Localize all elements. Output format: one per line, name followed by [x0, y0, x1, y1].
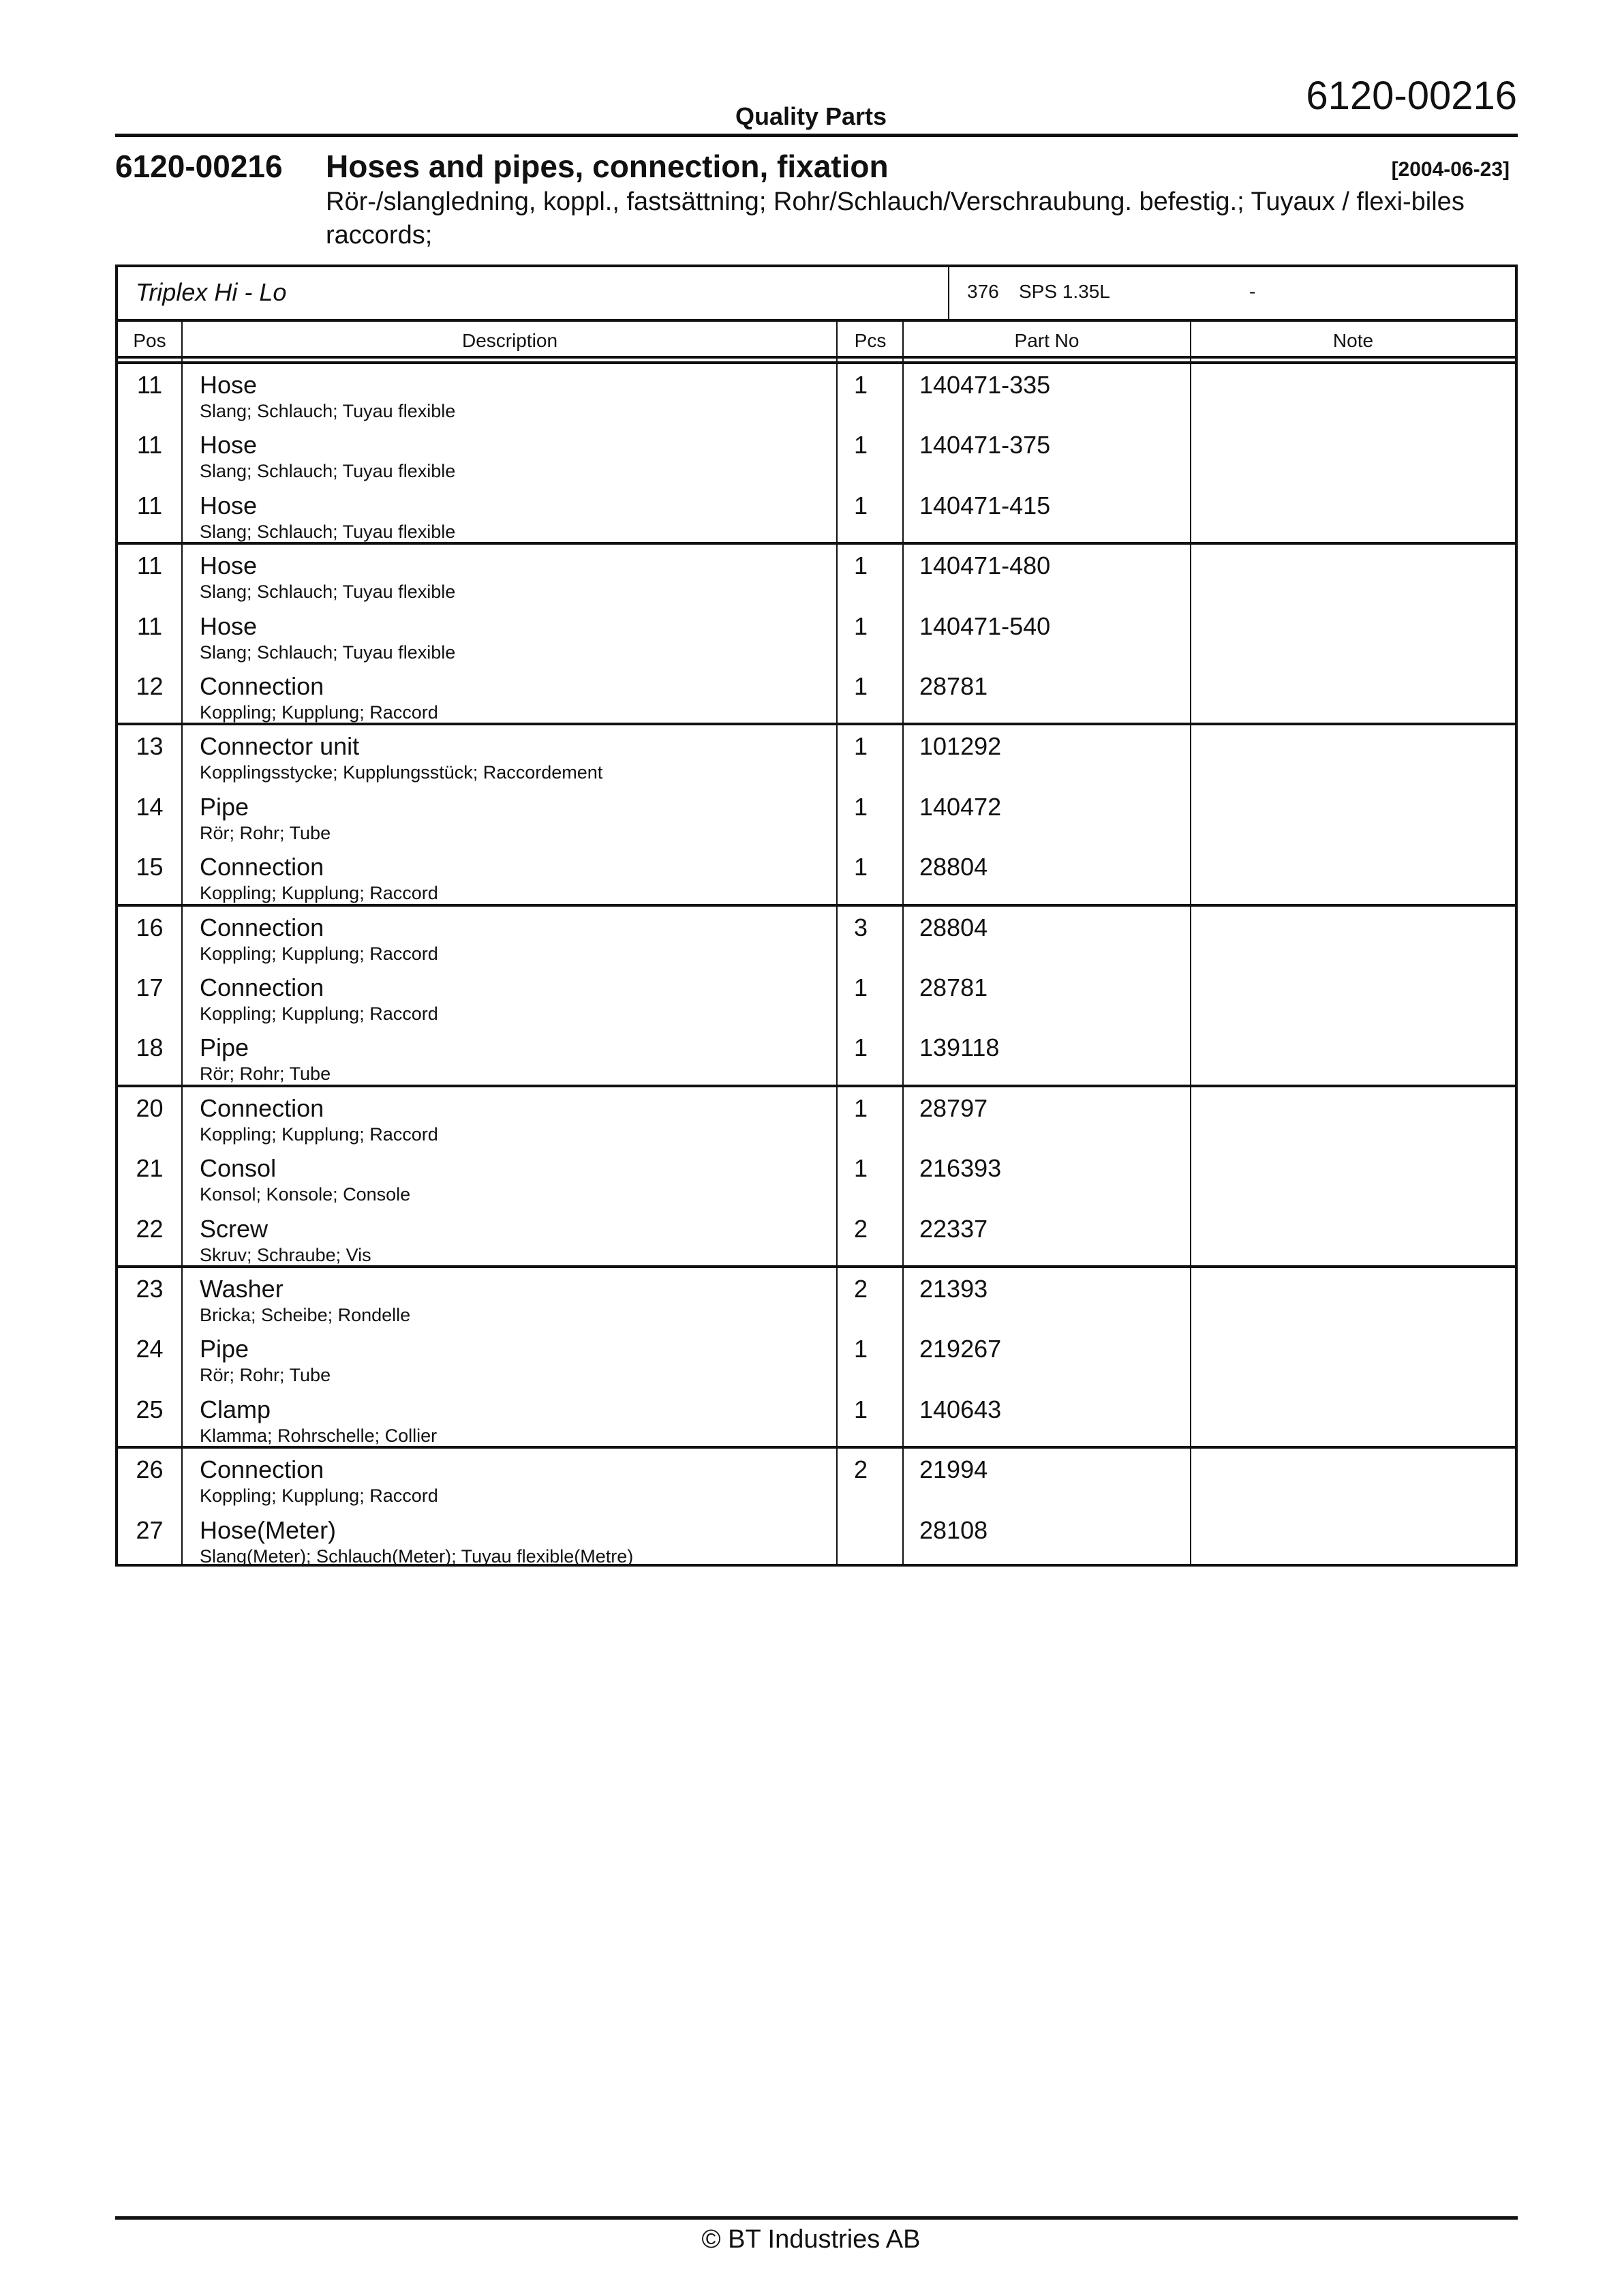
description-translations: Koppling; Kupplung; Raccord: [200, 1003, 438, 1024]
pcs-cell: 1: [854, 431, 868, 459]
description-translations: Koppling; Kupplung; Raccord: [200, 943, 438, 964]
description-cell: Washer: [200, 1275, 284, 1303]
pos-cell: 21: [136, 1154, 164, 1183]
part-number-cell: 140471-415: [919, 491, 1051, 519]
table-row: [118, 545, 1515, 605]
description-translations: Koppling; Kupplung; Raccord: [200, 883, 438, 904]
model-extra: -: [1249, 281, 1256, 302]
pos-cell: 12: [136, 672, 164, 700]
part-number-cell: 216393: [919, 1154, 1002, 1183]
description-cell: Screw: [200, 1214, 269, 1243]
pos-cell: 23: [136, 1275, 164, 1303]
pos-cell: 20: [136, 1093, 164, 1122]
column-header-note: Note: [1332, 330, 1374, 351]
pcs-cell: 1: [854, 1033, 868, 1062]
part-number-cell: 28804: [919, 853, 988, 881]
description-cell: Connection: [200, 672, 324, 700]
pos-cell: 15: [136, 853, 164, 881]
pcs-cell: 3: [854, 913, 868, 941]
table-row: [118, 786, 1515, 846]
description-cell: Consol: [200, 1154, 277, 1183]
table-row: [118, 1389, 1515, 1449]
description-translations: Slang; Schlauch; Tuyau flexible: [200, 461, 456, 482]
pos-cell: 11: [136, 552, 163, 580]
part-number-cell: 140472: [919, 792, 1002, 821]
table-row: [118, 1268, 1515, 1328]
table-row: [118, 725, 1515, 785]
table-row: [118, 907, 1515, 967]
pos-cell: 11: [136, 491, 163, 519]
table-row: [118, 967, 1515, 1027]
pcs-cell: 1: [854, 1335, 868, 1363]
description-cell: Connection: [200, 913, 324, 941]
pcs-cell: 1: [854, 491, 868, 519]
model-type: SPS 1.35L: [1019, 281, 1110, 302]
pos-cell: 11: [136, 371, 163, 399]
description-translations: Rör; Rohr; Tube: [200, 822, 331, 843]
document-subtitle: Rör-/slangledning, koppl., fastsättning; Rohr/Schlauch/Verschraubung. befestig.; Tuyaux / flexi-biles raccords;: [326, 187, 1465, 250]
description-translations: Slang; Schlauch; Tuyau flexible: [200, 581, 456, 603]
description-cell: Hose(Meter): [200, 1515, 337, 1544]
part-number-cell: 22337: [919, 1214, 988, 1243]
model-code: 376: [967, 281, 999, 302]
table-row: [118, 605, 1515, 665]
description-translations: Rör; Rohr; Tube: [200, 1365, 331, 1386]
description-cell: Pipe: [200, 792, 249, 821]
pcs-cell: 1: [854, 1395, 868, 1423]
table-row: [118, 1509, 1515, 1569]
part-number-cell: 101292: [919, 732, 1002, 761]
description-cell: Hose: [200, 491, 258, 519]
description-translations: Bricka; Scheibe; Rondelle: [200, 1305, 411, 1325]
description-translations: Skruv; Schraube; Vis: [200, 1244, 371, 1265]
pos-cell: 16: [136, 913, 164, 941]
part-number-cell: 140471-540: [919, 611, 1051, 640]
description-cell: Hose: [200, 552, 258, 580]
pcs-cell: 2: [854, 1275, 868, 1303]
pos-cell: 26: [136, 1455, 164, 1484]
description-cell: Connection: [200, 973, 324, 1001]
part-number-cell: 28797: [919, 1093, 988, 1122]
table-row: [118, 1027, 1515, 1087]
table-row: [118, 665, 1515, 725]
table-row: [118, 1087, 1515, 1147]
part-number-cell: 140471-375: [919, 431, 1051, 459]
part-number-cell: 28804: [919, 913, 988, 941]
document-date: [2004-06-23]: [1391, 158, 1510, 181]
pos-cell: 11: [136, 431, 163, 459]
description-cell: Clamp: [200, 1395, 271, 1423]
model-name: Triplex Hi - Lo: [136, 278, 287, 306]
description-cell: Connector unit: [200, 732, 360, 761]
table-header-row: [118, 322, 1515, 359]
description-cell: Connection: [200, 1455, 324, 1484]
description-translations: Koppling; Kupplung; Raccord: [200, 1485, 438, 1507]
header-rule: [115, 134, 1518, 137]
table-row: [118, 364, 1515, 424]
table-row: [118, 846, 1515, 906]
pcs-cell: 1: [854, 853, 868, 881]
model-divider: [948, 267, 949, 319]
description-translations: Klamma; Rohrschelle; Collier: [200, 1425, 438, 1446]
description-translations: Rör; Rohr; Tube: [200, 1063, 331, 1085]
column-header-pos: Pos: [133, 330, 166, 351]
table-row: [118, 1328, 1515, 1388]
pos-cell: 13: [136, 732, 164, 761]
column-header-part-no: Part No: [1014, 330, 1080, 351]
parts-table: [115, 265, 1518, 1567]
section-title: Quality Parts: [735, 102, 887, 130]
part-number-cell: 219267: [919, 1335, 1002, 1363]
document-title: Hoses and pipes, connection, fixation: [326, 149, 889, 184]
table-row: [118, 1147, 1515, 1207]
pcs-cell: 1: [854, 611, 868, 640]
pcs-cell: 2: [854, 1214, 868, 1243]
description-cell: Connection: [200, 853, 324, 881]
pos-cell: 14: [136, 792, 164, 821]
pos-cell: 22: [136, 1214, 164, 1243]
document-code: 6120-00216: [115, 149, 283, 184]
pos-cell: 27: [136, 1515, 164, 1544]
part-number-cell: 140471-335: [919, 371, 1051, 399]
pcs-cell: 1: [854, 672, 868, 700]
description-translations: Slang; Schlauch; Tuyau flexible: [200, 401, 456, 421]
model-row: [118, 267, 1515, 322]
table-row: [118, 1208, 1515, 1268]
pcs-cell: 1: [854, 973, 868, 1001]
pos-cell: 17: [136, 973, 164, 1001]
description-translations: Slang; Schlauch; Tuyau flexible: [200, 521, 456, 542]
description-cell: Hose: [200, 611, 258, 640]
part-number-cell: 28108: [919, 1515, 988, 1544]
footer-copyright: © BT Industries AB: [701, 2225, 921, 2254]
pcs-cell: 1: [854, 552, 868, 580]
description-translations: Konsol; Konsole; Console: [200, 1184, 411, 1205]
pos-cell: 11: [136, 611, 163, 640]
pos-cell: 25: [136, 1395, 164, 1423]
part-number-cell: 139118: [919, 1033, 1000, 1062]
pos-cell: 18: [136, 1033, 164, 1062]
description-cell: Pipe: [200, 1033, 249, 1062]
pcs-cell: 2: [854, 1455, 868, 1484]
part-number-cell: 28781: [919, 672, 988, 700]
part-number-cell: 21994: [919, 1455, 988, 1484]
part-number-cell: 28781: [919, 973, 988, 1001]
table-row: [118, 1449, 1515, 1509]
description-translations: Slang; Schlauch; Tuyau flexible: [200, 641, 456, 663]
description-cell: Pipe: [200, 1335, 249, 1363]
description-cell: Hose: [200, 431, 258, 459]
description-cell: Connection: [200, 1093, 324, 1122]
column-header-pcs: Pcs: [854, 330, 887, 351]
part-number-cell: 140471-480: [919, 552, 1051, 580]
pcs-cell: 1: [854, 792, 868, 821]
pcs-cell: 1: [854, 732, 868, 761]
pos-cell: 24: [136, 1335, 164, 1363]
pcs-cell: 1: [854, 371, 868, 399]
table-row: [118, 485, 1515, 545]
part-number-cell: 140643: [919, 1395, 1002, 1423]
part-number-cell: 21393: [919, 1275, 988, 1303]
table-row: [118, 424, 1515, 484]
description-translations: Slang(Meter); Schlauch(Meter); Tuyau flexible(Metre): [200, 1545, 634, 1567]
column-header-description: Description: [461, 330, 558, 351]
description-translations: Koppling; Kupplung; Raccord: [200, 702, 438, 723]
pcs-cell: 1: [854, 1154, 868, 1183]
description-translations: Kopplingsstycke; Kupplungsstück; Raccordement: [200, 762, 603, 783]
pcs-cell: 1: [854, 1093, 868, 1122]
description-cell: Hose: [200, 371, 258, 399]
page-part-code: 6120-00216: [1306, 74, 1517, 118]
description-translations: Koppling; Kupplung; Raccord: [200, 1123, 438, 1145]
footer-rule: [115, 2216, 1518, 2220]
